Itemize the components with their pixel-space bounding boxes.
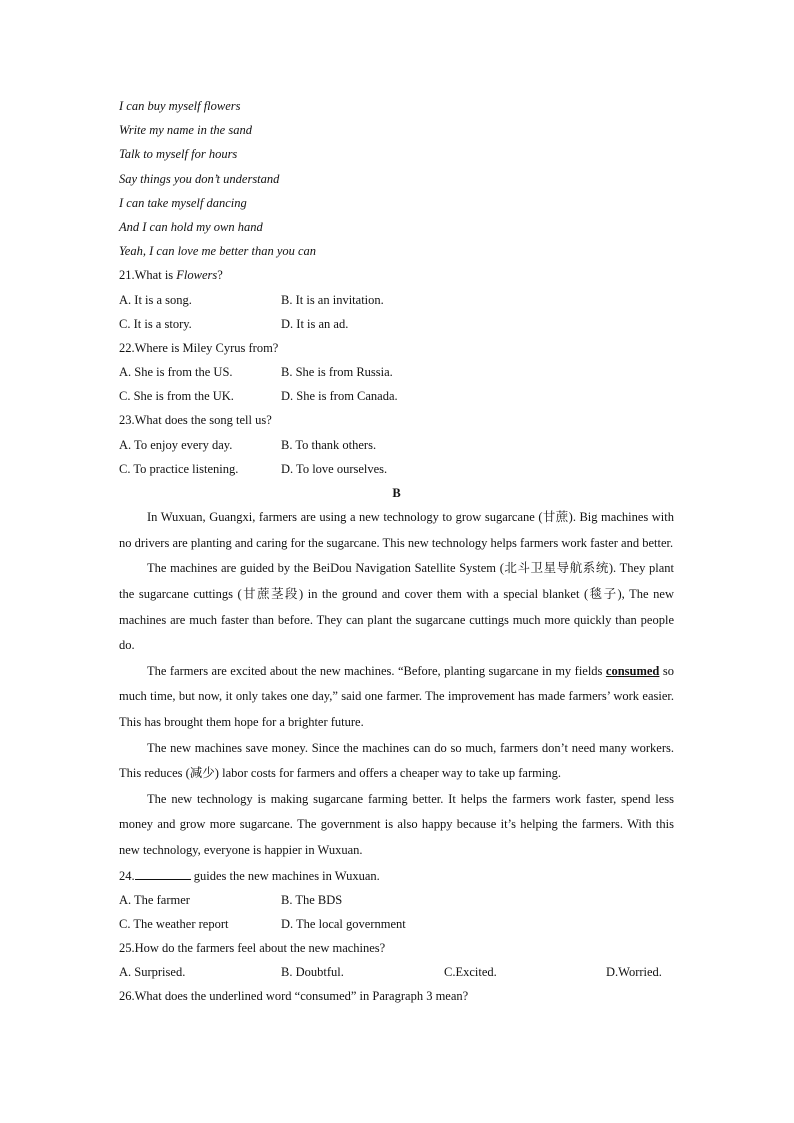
option-b[interactable]: B. The BDS bbox=[281, 892, 343, 907]
question-22 bbox=[119, 336, 674, 409]
option-row bbox=[119, 288, 674, 312]
paragraph-text: so much time, but now, it only takes one day,” said one farmer. The improvement has made farmers’ work easier. This has brought them hope for a brighter future. bbox=[119, 663, 674, 729]
passage-paragraph: The new technology is making sugarcane farming better. It helps the farmers work faster, spend less money and grow more sugarcane. The government is also happy because it’s helping the farmers. With this new technology, everyone is happier in Wuxuan. bbox=[119, 791, 674, 857]
option-row bbox=[119, 960, 674, 984]
passage-paragraph: In Wuxuan, Guangxi, farmers are using a new technology to grow sugarcane (甘蔗). Big machines with no drivers are planting and caring for the sugarcane. This new technology helps farmers work faster and better. bbox=[119, 510, 674, 550]
question-stem bbox=[119, 864, 674, 888]
paragraph-text: The farmers are excited about the new machines. “Before, planting sugarcane in my fields bbox=[147, 663, 606, 678]
option-d[interactable]: D. She is from Canada. bbox=[281, 389, 398, 404]
option-b[interactable]: B. It is an invitation. bbox=[281, 292, 384, 307]
lyric-line: Yeah, I can love me better than you can bbox=[119, 244, 317, 259]
lyric-line: I can take myself dancing bbox=[119, 195, 247, 210]
underlined-word: consumed bbox=[605, 663, 660, 678]
option-b[interactable]: B. Doubtful. bbox=[281, 965, 344, 980]
stem-text: 21.What is bbox=[119, 268, 177, 283]
lyric-line: I can buy myself flowers bbox=[119, 99, 241, 113]
answer-blank[interactable] bbox=[135, 865, 191, 880]
option-row bbox=[119, 433, 674, 457]
option-b[interactable]: B. To thank others. bbox=[281, 437, 377, 452]
question-number: 24. bbox=[119, 868, 135, 883]
option-row bbox=[119, 457, 674, 481]
lyric-line: And I can hold my own hand bbox=[119, 219, 263, 234]
option-a[interactable]: A. She is from the US. bbox=[119, 365, 233, 380]
option-row bbox=[119, 384, 674, 408]
option-c[interactable]: C. The weather report bbox=[119, 916, 229, 931]
stem-text: ? bbox=[217, 268, 223, 283]
passage-paragraph: The machines are guided by the BeiDou Navigation Satellite System (北斗卫星导航系统). They plant the sugarcane cuttings (甘蔗茎段) in the ground and cover them with a special blanket (毯子), The new machines are much faster than before. They can plant the sugarcane cuttings much more quickly than people do. bbox=[119, 561, 674, 653]
passage-paragraph bbox=[119, 659, 674, 736]
question-stem: 23.What does the song tell us? bbox=[119, 413, 272, 428]
question-stem: 26.What does the underlined word “consumed” in Paragraph 3 mean? bbox=[119, 989, 469, 1004]
option-row bbox=[119, 312, 674, 336]
question-stem: 22.Where is Miley Cyrus from? bbox=[119, 340, 279, 355]
option-row bbox=[119, 912, 674, 936]
reading-passage bbox=[119, 505, 674, 863]
option-c[interactable]: C.Excited. bbox=[444, 965, 497, 980]
option-c[interactable]: C. She is from the UK. bbox=[119, 389, 234, 404]
option-a[interactable]: A. It is a song. bbox=[119, 292, 192, 307]
passage-paragraph: The new machines save money. Since the machines can do so much, farmers don’t need many workers. This reduces (减少) labor costs for farmers and offers a cheaper way to take up farming. bbox=[119, 740, 674, 781]
option-a[interactable]: A. Surprised. bbox=[119, 965, 186, 980]
option-d[interactable]: D.Worried. bbox=[606, 965, 662, 980]
option-b[interactable]: B. She is from Russia. bbox=[281, 365, 393, 380]
question-stem bbox=[119, 263, 674, 287]
option-d[interactable]: D. To love ourselves. bbox=[281, 461, 388, 476]
option-a[interactable]: A. To enjoy every day. bbox=[119, 437, 233, 452]
lyric-line: Write my name in the sand bbox=[119, 123, 252, 138]
option-c[interactable]: C. It is a story. bbox=[119, 316, 192, 331]
option-row bbox=[119, 360, 674, 384]
option-c[interactable]: C. To practice listening. bbox=[119, 461, 239, 476]
section-heading: B bbox=[392, 486, 401, 500]
question-23 bbox=[119, 408, 674, 481]
question-24 bbox=[119, 864, 674, 937]
stem-text: guides the new machines in Wuxuan. bbox=[190, 868, 380, 883]
option-d[interactable]: D. It is an ad. bbox=[281, 316, 349, 331]
lyric-line: Say things you don’t understand bbox=[119, 171, 280, 186]
question-25 bbox=[119, 936, 674, 984]
song-title: Flowers bbox=[176, 268, 218, 283]
question-21 bbox=[119, 263, 674, 336]
lyric-line: Talk to myself for hours bbox=[119, 147, 238, 162]
song-lyrics bbox=[119, 94, 674, 263]
option-row bbox=[119, 888, 674, 912]
option-a[interactable]: A. The farmer bbox=[119, 892, 190, 907]
page-content bbox=[119, 94, 674, 1009]
question-stem: 25.How do the farmers feel about the new machines? bbox=[119, 941, 386, 956]
question-26 bbox=[119, 984, 674, 1008]
option-d[interactable]: D. The local government bbox=[281, 916, 406, 931]
